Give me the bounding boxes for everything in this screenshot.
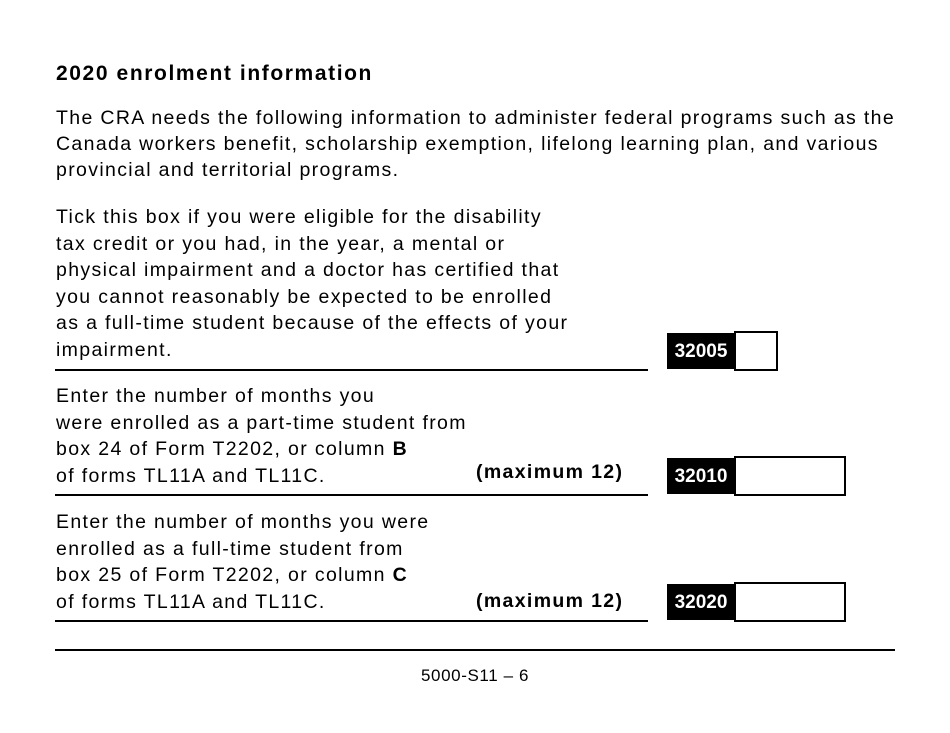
column-letter: B — [392, 438, 409, 460]
full-time-line — [56, 562, 430, 589]
full-time-instructions — [56, 509, 430, 615]
disability-line: as a full-time student because of the effects of your — [56, 312, 569, 334]
disability-line: you cannot reasonably be expected to be enrolled — [56, 285, 553, 308]
column-letter: C — [392, 564, 409, 586]
part-time-instructions — [56, 383, 467, 489]
box-code-32005: 32005 — [667, 333, 735, 369]
disability-line: Tick this box if you were eligible for the disability — [56, 206, 542, 228]
part-time-line — [56, 436, 467, 463]
disability-divider — [55, 369, 648, 371]
disability-line: physical impairment and a doctor has certified that — [56, 259, 560, 281]
box-code-32010: 32010 — [667, 458, 735, 494]
full-time-line: of forms TL11A and TL11C. — [56, 590, 326, 613]
full-time-line-text: box 25 of Form T2202, or column — [56, 564, 393, 586]
part-time-months-input[interactable] — [734, 456, 846, 496]
disability-line: impairment. — [56, 338, 173, 361]
part-time-line: were enrolled as a part-time student from — [56, 411, 467, 434]
full-time-line: enrolled as a full-time student from — [56, 537, 404, 560]
full-time-months-input[interactable] — [734, 582, 846, 622]
footer-divider — [55, 649, 895, 651]
disability-line: tax credit or you had, in the year, a mental or — [56, 232, 506, 255]
part-time-line: Enter the number of months you — [56, 385, 376, 407]
disability-checkbox[interactable] — [734, 331, 778, 371]
intro-paragraph: The CRA needs the following information to administer federal programs such as the Canada workers benefit, scholarship exemption, lifelong learning plan, and various provincial and territorial programs. — [56, 107, 896, 181]
part-time-line: of forms TL11A and TL11C. — [56, 464, 326, 487]
part-time-line-text: box 24 of Form T2202, or column — [56, 438, 393, 460]
full-time-divider — [55, 620, 648, 622]
disability-instructions — [56, 204, 568, 363]
page-number: 5000-S11 – 6 — [420, 666, 530, 685]
box-code-32020: 32020 — [667, 584, 735, 620]
part-time-max-note: (maximum 12) — [476, 461, 624, 483]
full-time-max-note: (maximum 12) — [476, 590, 624, 612]
section-title: 2020 enrolment information — [56, 62, 373, 85]
full-time-line: Enter the number of months you were — [56, 511, 430, 533]
part-time-divider — [55, 494, 648, 496]
